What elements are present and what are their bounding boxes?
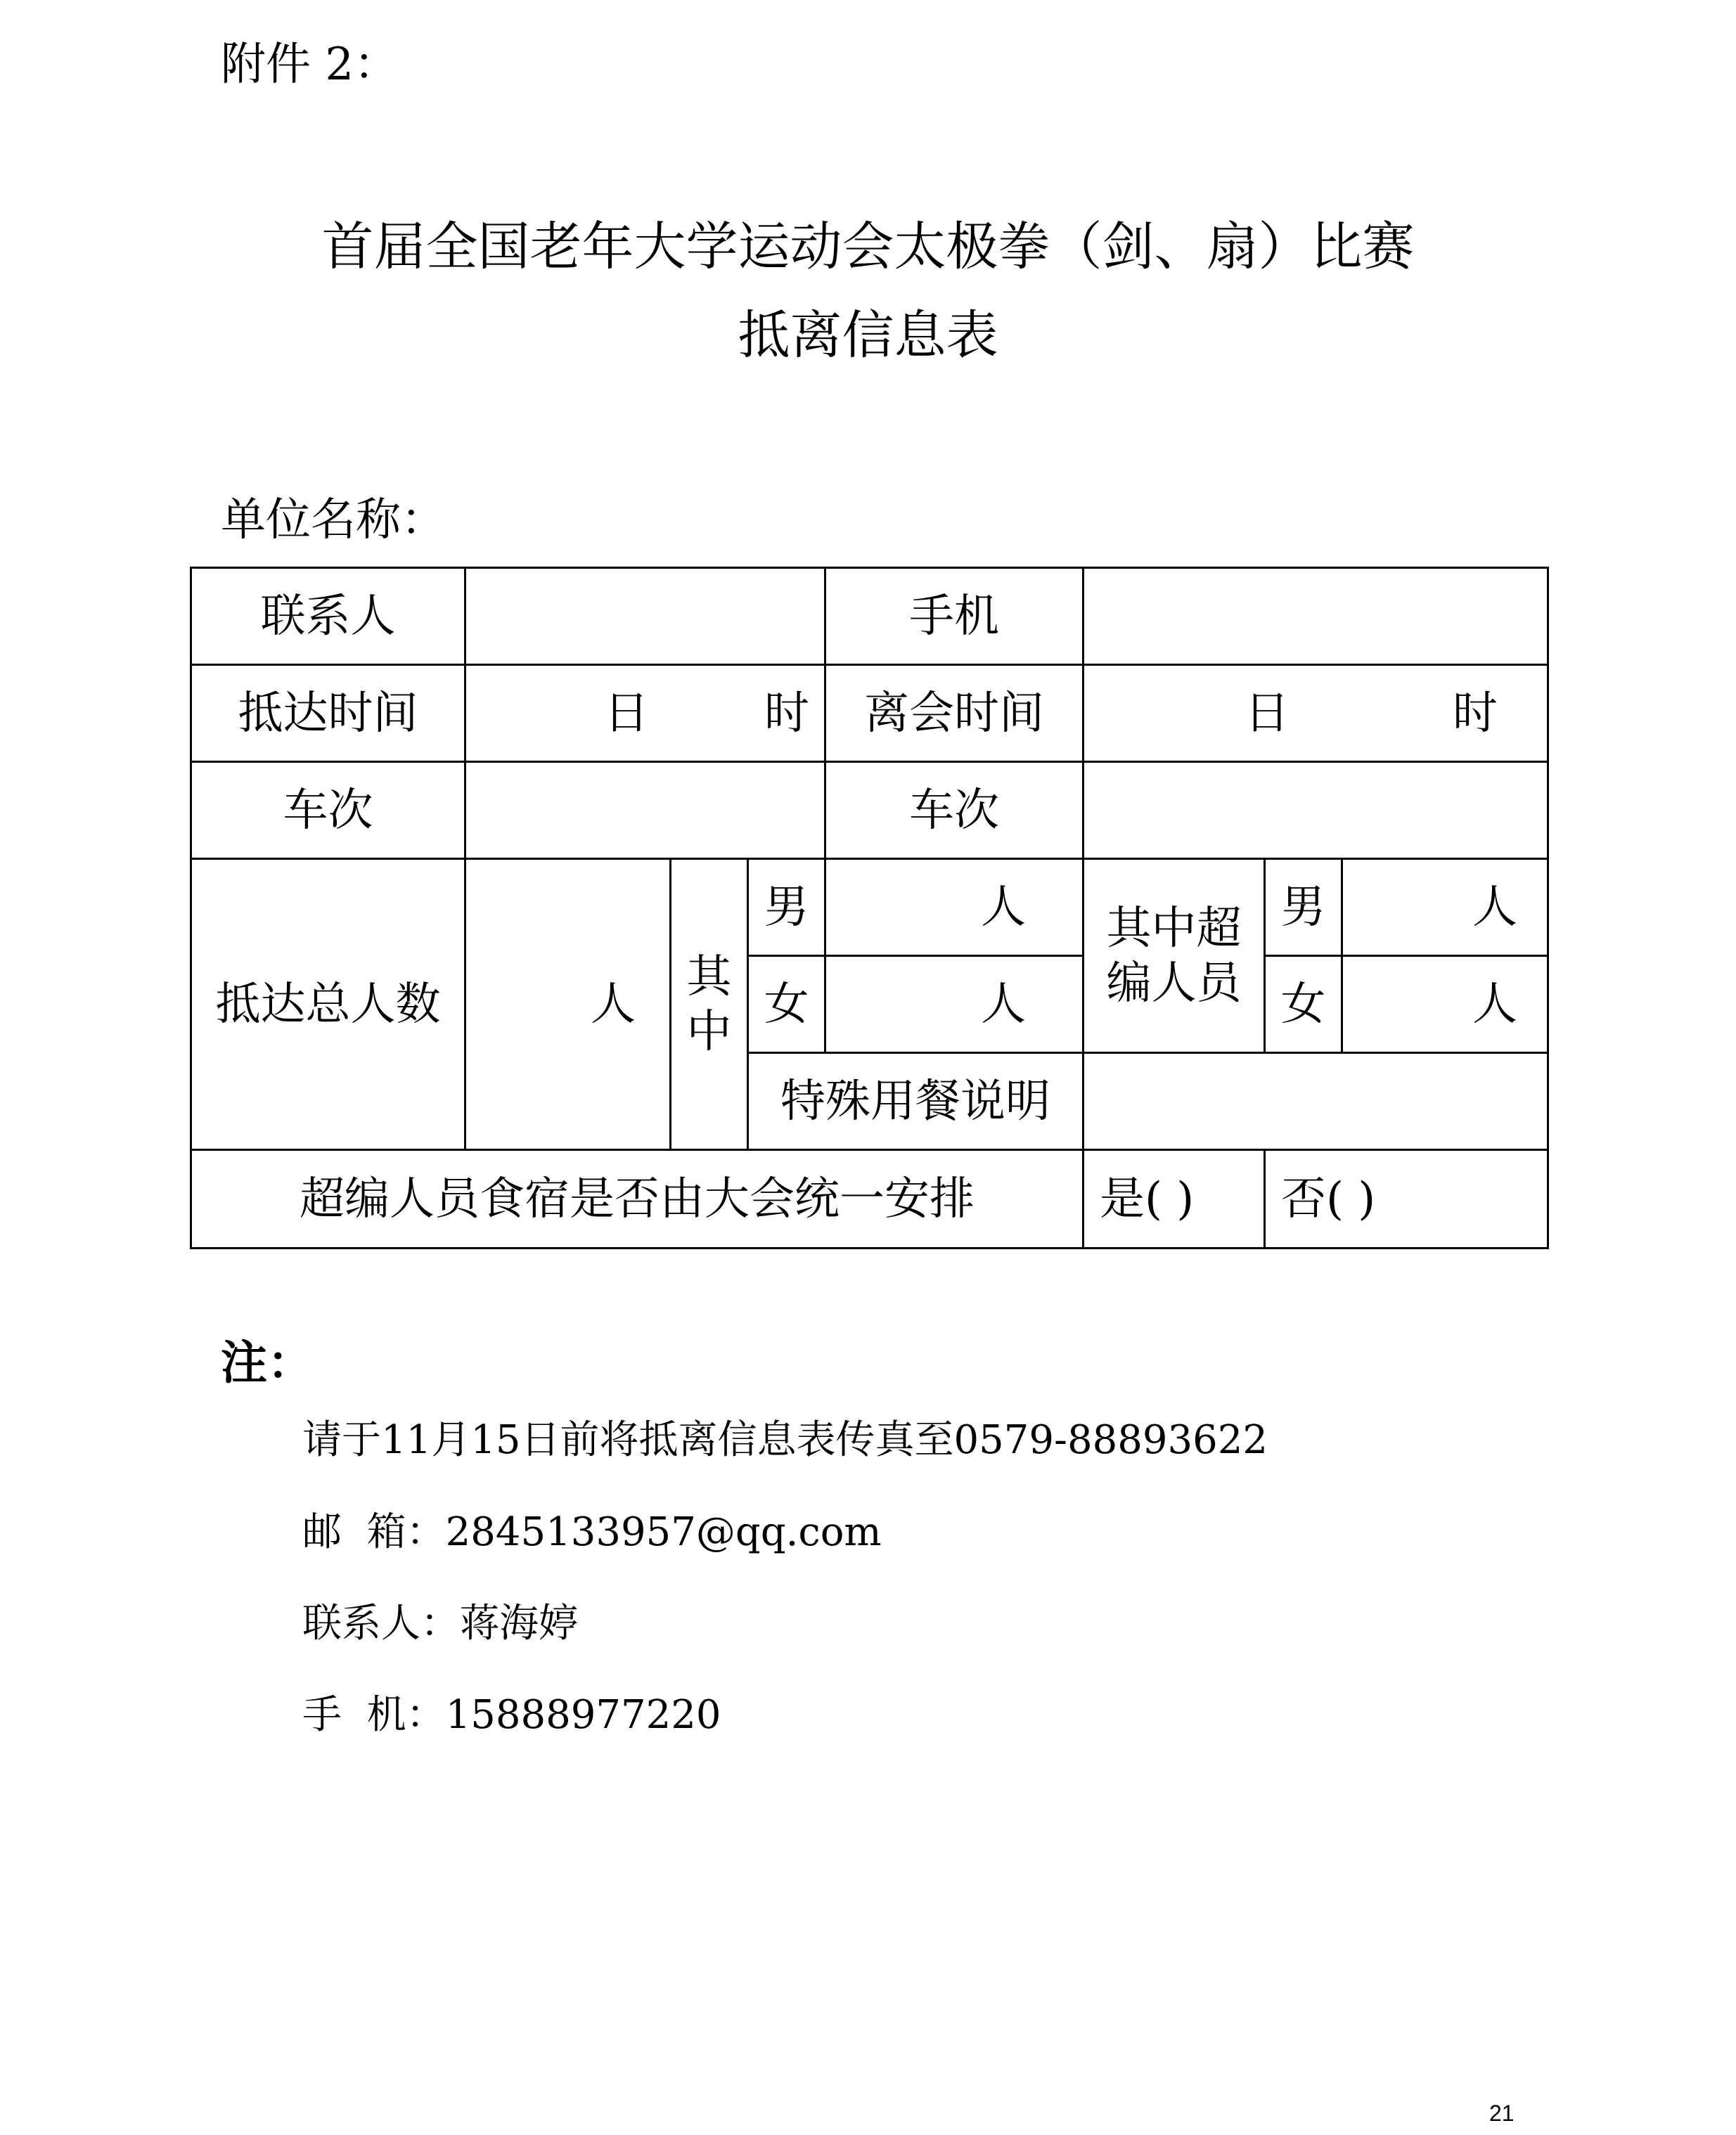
- male-label: 男: [748, 859, 825, 956]
- extra-male-label: 男: [1265, 859, 1342, 956]
- departure-train-field[interactable]: [1084, 762, 1548, 859]
- extra-female-count-unit: 人: [1472, 978, 1517, 1031]
- special-meal-field[interactable]: [1084, 1053, 1548, 1150]
- arrival-time-label: 抵达时间: [191, 665, 465, 762]
- departure-train-label: 车次: [825, 762, 1084, 859]
- no-option[interactable]: 否( ): [1265, 1150, 1548, 1249]
- arrival-time-field[interactable]: [465, 665, 825, 762]
- note-fax-deadline: 请于11月15日前将抵离信息表传真至0579-88893622: [302, 1417, 1268, 1463]
- note-email: 邮 箱：2845133957@qq.com: [302, 1509, 882, 1555]
- document-title-line2: 抵离信息表: [738, 305, 998, 366]
- arrival-hour-unit: 时: [764, 687, 809, 740]
- arrival-departure-table: [190, 567, 1549, 1249]
- departure-day-unit: 日: [1245, 687, 1290, 740]
- extra-male-count-unit: 人: [1472, 881, 1517, 934]
- among-them-label: 其中: [671, 859, 748, 1150]
- arrival-train-label: 车次: [191, 762, 465, 859]
- special-meal-label: 特殊用餐说明: [748, 1053, 1084, 1150]
- phone-label: 手机: [825, 568, 1084, 665]
- female-count-field[interactable]: [825, 956, 1084, 1053]
- extra-staff-label: 其中超 编人员: [1084, 859, 1265, 1053]
- page-number: 21: [1489, 2101, 1515, 2126]
- phone-field[interactable]: [1084, 568, 1548, 665]
- document-title-line1: 首届全国老年大学运动会太极拳（剑、扇）比赛: [321, 217, 1415, 277]
- arrival-total-field[interactable]: [465, 859, 671, 1150]
- departure-hour-unit: 时: [1453, 687, 1498, 740]
- contact-person-field[interactable]: [465, 568, 825, 665]
- arrival-train-field[interactable]: [465, 762, 825, 859]
- arrival-total-label: 抵达总人数: [191, 859, 465, 1150]
- unit-name-label: 单位名称：: [221, 494, 446, 546]
- departure-time-field[interactable]: [1084, 665, 1548, 762]
- departure-time-label: 离会时间: [825, 665, 1084, 762]
- note-contact: 联系人：蒋海婷: [302, 1601, 578, 1646]
- extra-female-count-field[interactable]: [1342, 956, 1548, 1053]
- arrival-day-unit: 日: [604, 687, 649, 740]
- note-phone: 手 机：15888977220: [302, 1692, 721, 1738]
- arrival-total-unit: 人: [591, 978, 636, 1031]
- contact-person-label: 联系人: [191, 568, 465, 665]
- attachment-label: 附件 2：: [221, 39, 399, 91]
- male-count-field[interactable]: [825, 859, 1084, 956]
- extra-male-count-field[interactable]: [1342, 859, 1548, 956]
- extra-arrangement-question: 超编人员食宿是否由大会统一安排: [191, 1150, 1084, 1249]
- notes-heading: 注：: [221, 1335, 314, 1390]
- male-count-unit: 人: [981, 881, 1026, 934]
- yes-option[interactable]: 是( ): [1084, 1150, 1265, 1249]
- female-count-unit: 人: [981, 978, 1026, 1031]
- extra-female-label: 女: [1265, 956, 1342, 1053]
- female-label: 女: [748, 956, 825, 1053]
